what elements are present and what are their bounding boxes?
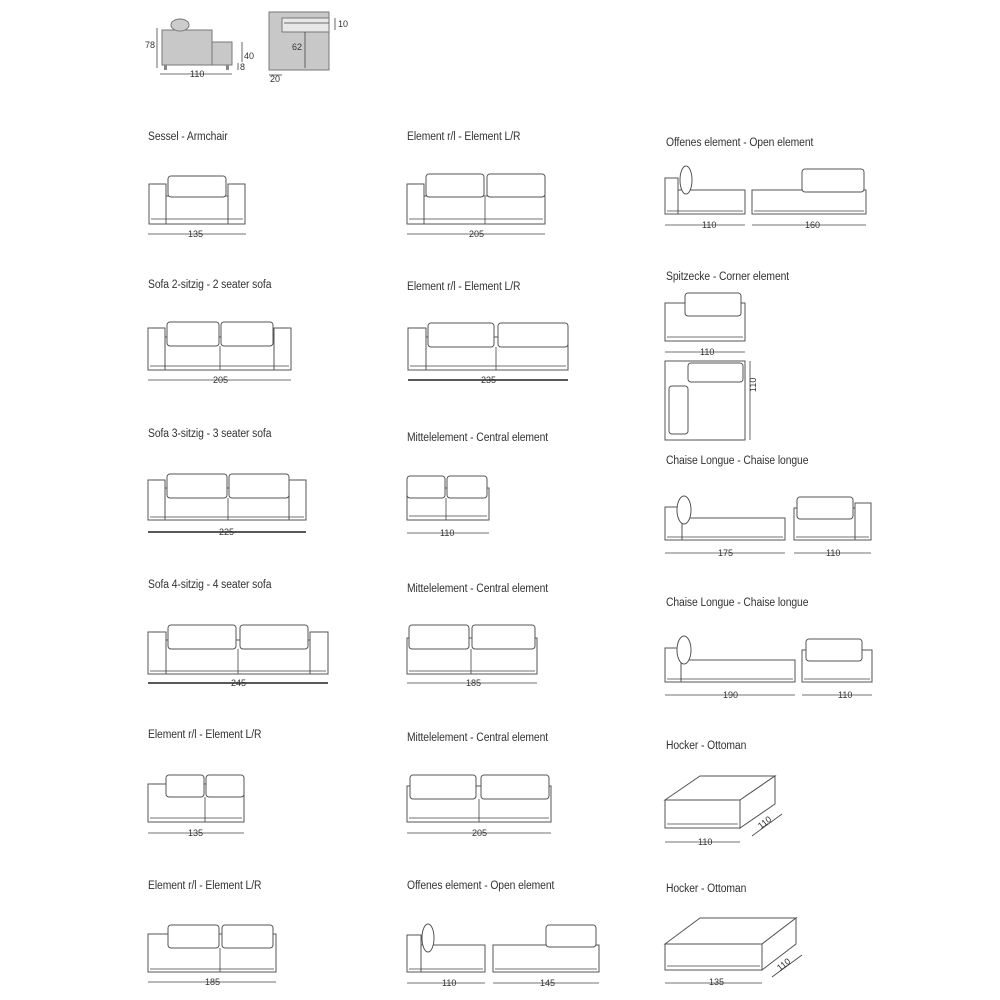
dim-offset: 20 <box>270 74 281 84</box>
item-dimension: 110 <box>702 220 717 230</box>
item-dimension: 205 <box>472 828 488 838</box>
dim-leg-height: 8 <box>240 62 246 72</box>
item-dimension: 190 <box>723 690 739 700</box>
item-label: Mittelelement - Central element <box>407 583 549 595</box>
item-label: Chaise Longue - Chaise longue <box>666 597 809 609</box>
sofa-2-seater-drawing <box>148 322 291 380</box>
item-label: Sofa 2-sitzig - 2 seater sofa <box>148 279 272 291</box>
item-dimension: 235 <box>481 375 497 385</box>
element-185-drawing <box>148 925 276 982</box>
item-dimension: 205 <box>469 229 485 239</box>
item-label: Element r/l - Element L/R <box>148 729 262 741</box>
central-element-110-drawing <box>407 476 489 533</box>
item-dimension: 135 <box>188 828 204 838</box>
item-label: Mittelelement - Central element <box>407 432 549 444</box>
item-dimension: 135 <box>188 229 204 239</box>
side-profile-drawing <box>157 19 242 74</box>
item-dimension: 110 <box>442 978 457 988</box>
ottoman-110-drawing <box>665 776 782 842</box>
item-label: Hocker - Ottoman <box>666 740 747 752</box>
item-dimension: 110 <box>440 528 455 538</box>
item-label: Mittelelement - Central element <box>407 732 549 744</box>
item-dimension: 110 <box>826 548 841 558</box>
element-135-drawing <box>148 775 244 833</box>
chaise-longue-190-110-drawing <box>665 636 872 695</box>
item-dimension: 145 <box>540 978 556 988</box>
item-dimension: 110 <box>698 837 713 847</box>
chaise-longue-175-110-drawing <box>665 496 871 553</box>
item-label: Element r/l - Element L/R <box>407 281 521 293</box>
central-element-205-drawing <box>407 775 551 833</box>
item-label: Element r/l - Element L/R <box>407 131 521 143</box>
armchair-drawing <box>148 176 246 234</box>
item-dimension: 225 <box>219 527 235 537</box>
item-dimension: 110 <box>748 377 758 392</box>
item-label: Chaise Longue - Chaise longue <box>666 455 809 467</box>
item-dimension: 205 <box>213 375 229 385</box>
ottoman-135-drawing <box>665 918 802 983</box>
element-235-drawing <box>408 323 568 380</box>
item-dimension: 245 <box>231 678 247 688</box>
item-label: Offenes element - Open element <box>407 880 555 892</box>
sofa-4-seater-drawing <box>148 625 328 683</box>
item-label: Offenes element - Open element <box>666 137 814 149</box>
dim-seat-depth: 62 <box>292 42 303 52</box>
item-dimension: 110 <box>775 956 793 973</box>
item-dimension: 135 <box>709 977 725 987</box>
item-label: Sessel - Armchair <box>148 131 228 143</box>
dim-depth-width: 110 <box>190 69 205 79</box>
item-dimension: 185 <box>205 977 221 987</box>
dim-height: 78 <box>145 40 156 50</box>
item-dimension: 110 <box>756 814 774 831</box>
item-label: Sofa 3-sitzig - 3 seater sofa <box>148 428 272 440</box>
item-label: Spitzecke - Corner element <box>666 271 790 283</box>
item-dimension: 185 <box>466 678 482 688</box>
item-dimension: 175 <box>718 548 734 558</box>
open-element-110-145-drawing <box>407 924 599 983</box>
central-element-185-drawing <box>407 625 537 683</box>
item-dimension: 110 <box>700 347 715 357</box>
item-label: Element r/l - Element L/R <box>148 880 262 892</box>
open-element-110-160-drawing <box>665 166 866 225</box>
element-205-drawing <box>407 174 545 234</box>
dim-arm-height: 10 <box>338 19 349 29</box>
item-dimension: 160 <box>805 220 821 230</box>
item-dimension: 110 <box>838 690 853 700</box>
sofa-3-seater-drawing <box>148 474 306 532</box>
dim-seat-height: 40 <box>244 51 255 61</box>
item-label: Hocker - Ottoman <box>666 883 747 895</box>
item-label: Sofa 4-sitzig - 4 seater sofa <box>148 579 272 591</box>
corner-element-drawing <box>665 293 750 440</box>
